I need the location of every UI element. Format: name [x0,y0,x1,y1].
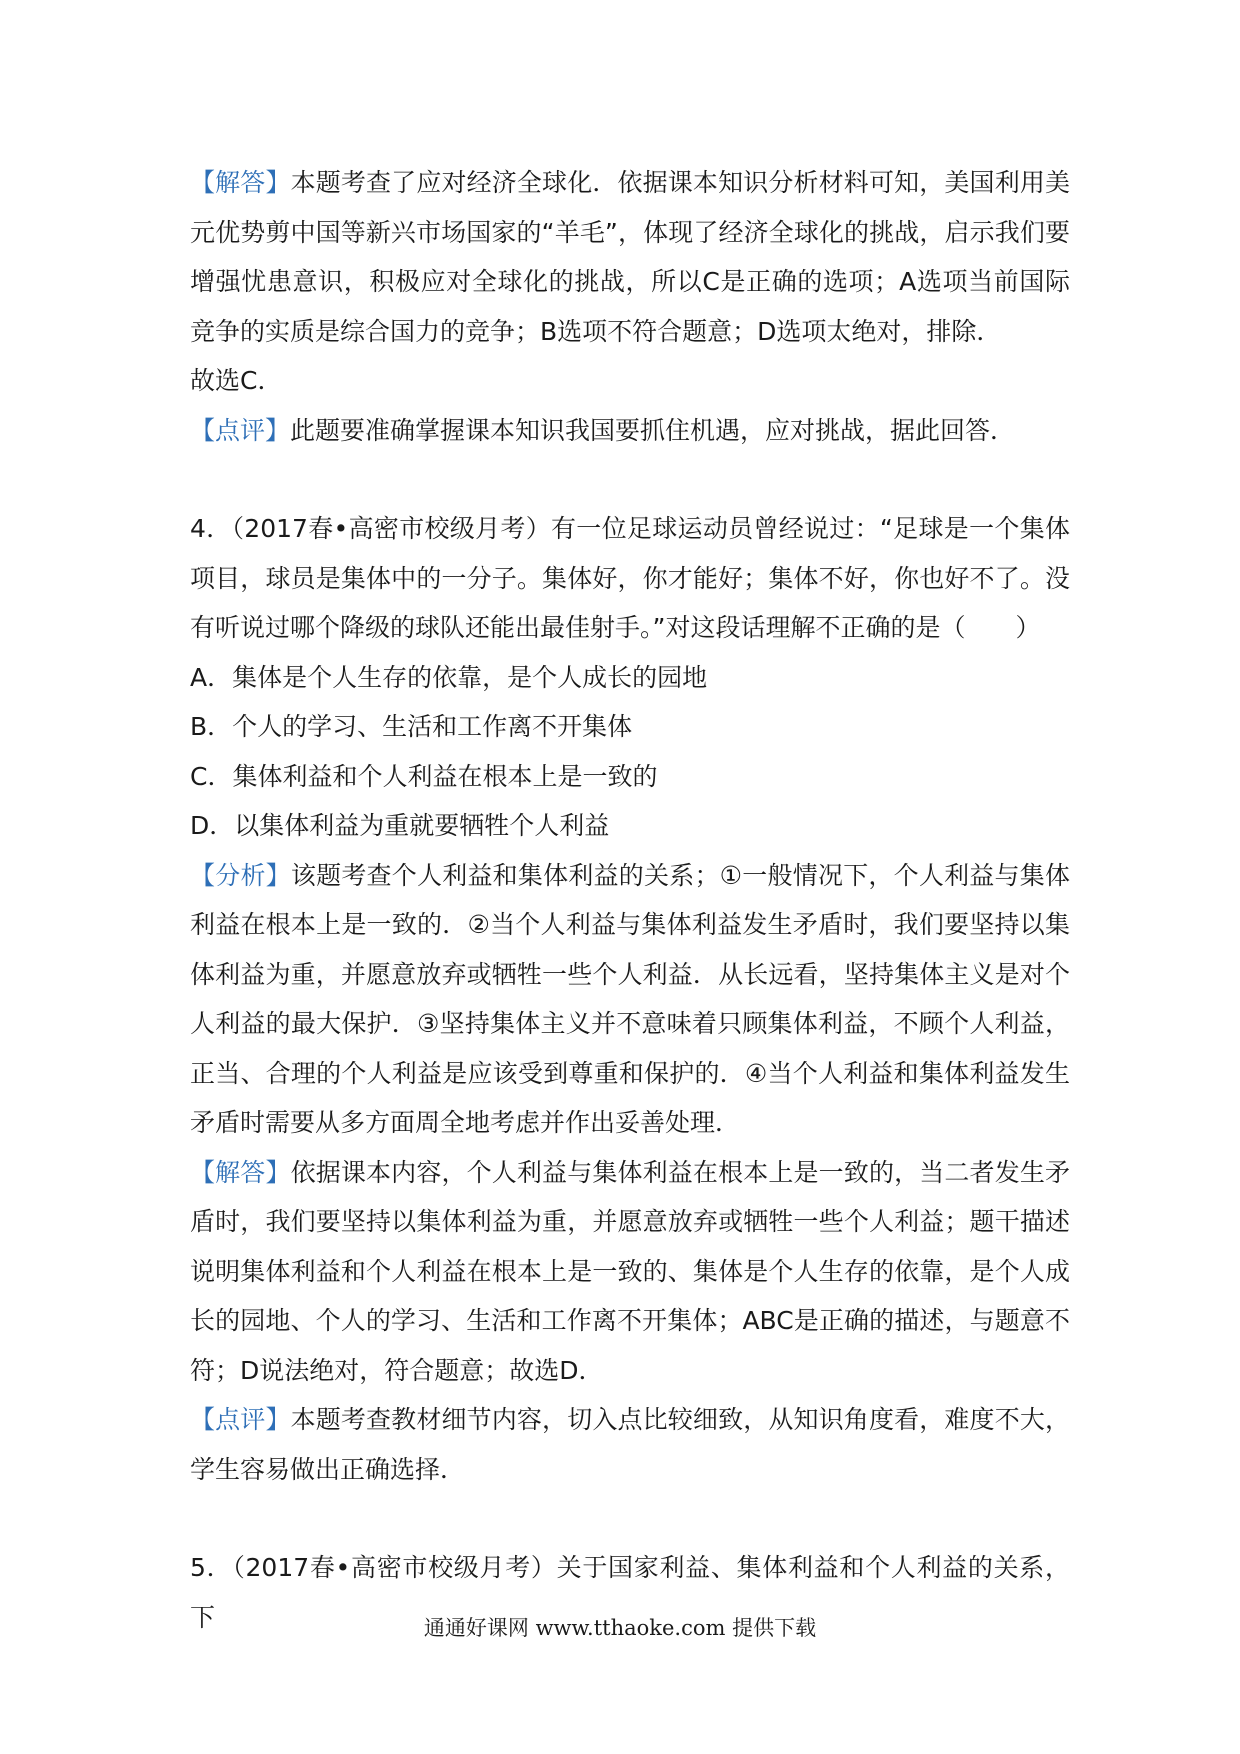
spacer [190,1494,1070,1543]
analysis-text: 该题考查个人利益和集体利益的关系；①一般情况下，个人利益与集体利益在根本上是一致的．②当个人利益与集体利益发生矛盾时，我们要坚持以集体利益为重，并愿意放弃或牺牲一些个人利益．从长远看，坚持集体主义是对个人利益的最大保护．③坚持集体主义并不意味着只顾集体利益，不顾个人利益，正当、合理的个人利益是应该受到尊重和保护的．④当个人利益和集体利益发生矛盾时需要从多方面周全地考虑并作出妥善处理． [190,860,1070,1137]
q4-stem: 4．（2017春•高密市校级月考）有一位足球运动员曾经说过：“足球是一个集体项目，球员是集体中的一分子。集体好，你才能好；集体不好，你也好不了。没有听说过哪个降级的球队还能出最佳射手。”对这段话理解不正确的是（ ） [190,514,1070,642]
q4-analysis [190,851,1070,1148]
q4-option-d: D．以集体利益为重就要牺牲个人利益 [190,811,610,840]
answer-text: 依据课本内容，个人利益与集体利益在根本上是一致的，当二者发生矛盾时，我们要坚持以集体利益为重，并愿意放弃或牺牲一些个人利益；题干描述说明集体利益和个人利益在根本上是一致的、集体是个人生存的依靠，是个人成长的园地、个人的学习、生活和工作离不开集体；ABC是正确的描述，与题意不符；D说法绝对，符合题意；故选D． [190,1157,1070,1385]
comment-tag: 【点评】 [190,1405,291,1434]
q4-option-c: C．集体利益和个人利益在根本上是一致的 [190,761,658,791]
document-page [190,158,1070,1642]
analysis-tag: 【分析】 [190,860,291,890]
answer-tag: 【解答】 [190,1157,291,1187]
spacer [190,455,1070,504]
answer-tag: 【解答】 [190,168,291,197]
q4-option-a: A．集体是个人生存的依靠，是个人成长的园地 [190,662,708,692]
q4-comment [190,1395,1070,1494]
comment-tag: 【点评】 [190,415,291,445]
comment-text: 此题要准确掌握课本知识我国要抓住机遇，应对挑战，据此回答． [290,415,1016,445]
q4-answer [190,1148,1070,1396]
q3-comment [190,406,1070,456]
comment-text: 本题考查教材细节内容，切入点比较细致，从知识角度看，难度不大，学生容易做出正确选择． [190,1405,1070,1484]
q5-stem: 5．（2017春•高密市校级月考）关于国家利益、集体利益和个人利益的关系，下 [190,1553,1070,1632]
page-footer: 通通好课网 www.tthaoke.com 提供下载 [423,1616,817,1640]
q3-answer [190,158,1070,356]
q4-option-b: B．个人的学习、生活和工作离不开集体 [190,712,633,741]
q3-answer-choice: 故选C． [190,366,283,395]
answer-text: 本题考查了应对经济全球化．依据课本知识分析材料可知，美国利用美元优势剪中国等新兴市场国家的“羊毛”，体现了经济全球化的挑战，启示我们要增强忧患意识，积极应对全球化的挑战，所以C是正确的选项；A选项当前国际竞争的实质是综合国力的竞争；B选项不符合题意；D选项太绝对，排除． [190,168,1070,346]
